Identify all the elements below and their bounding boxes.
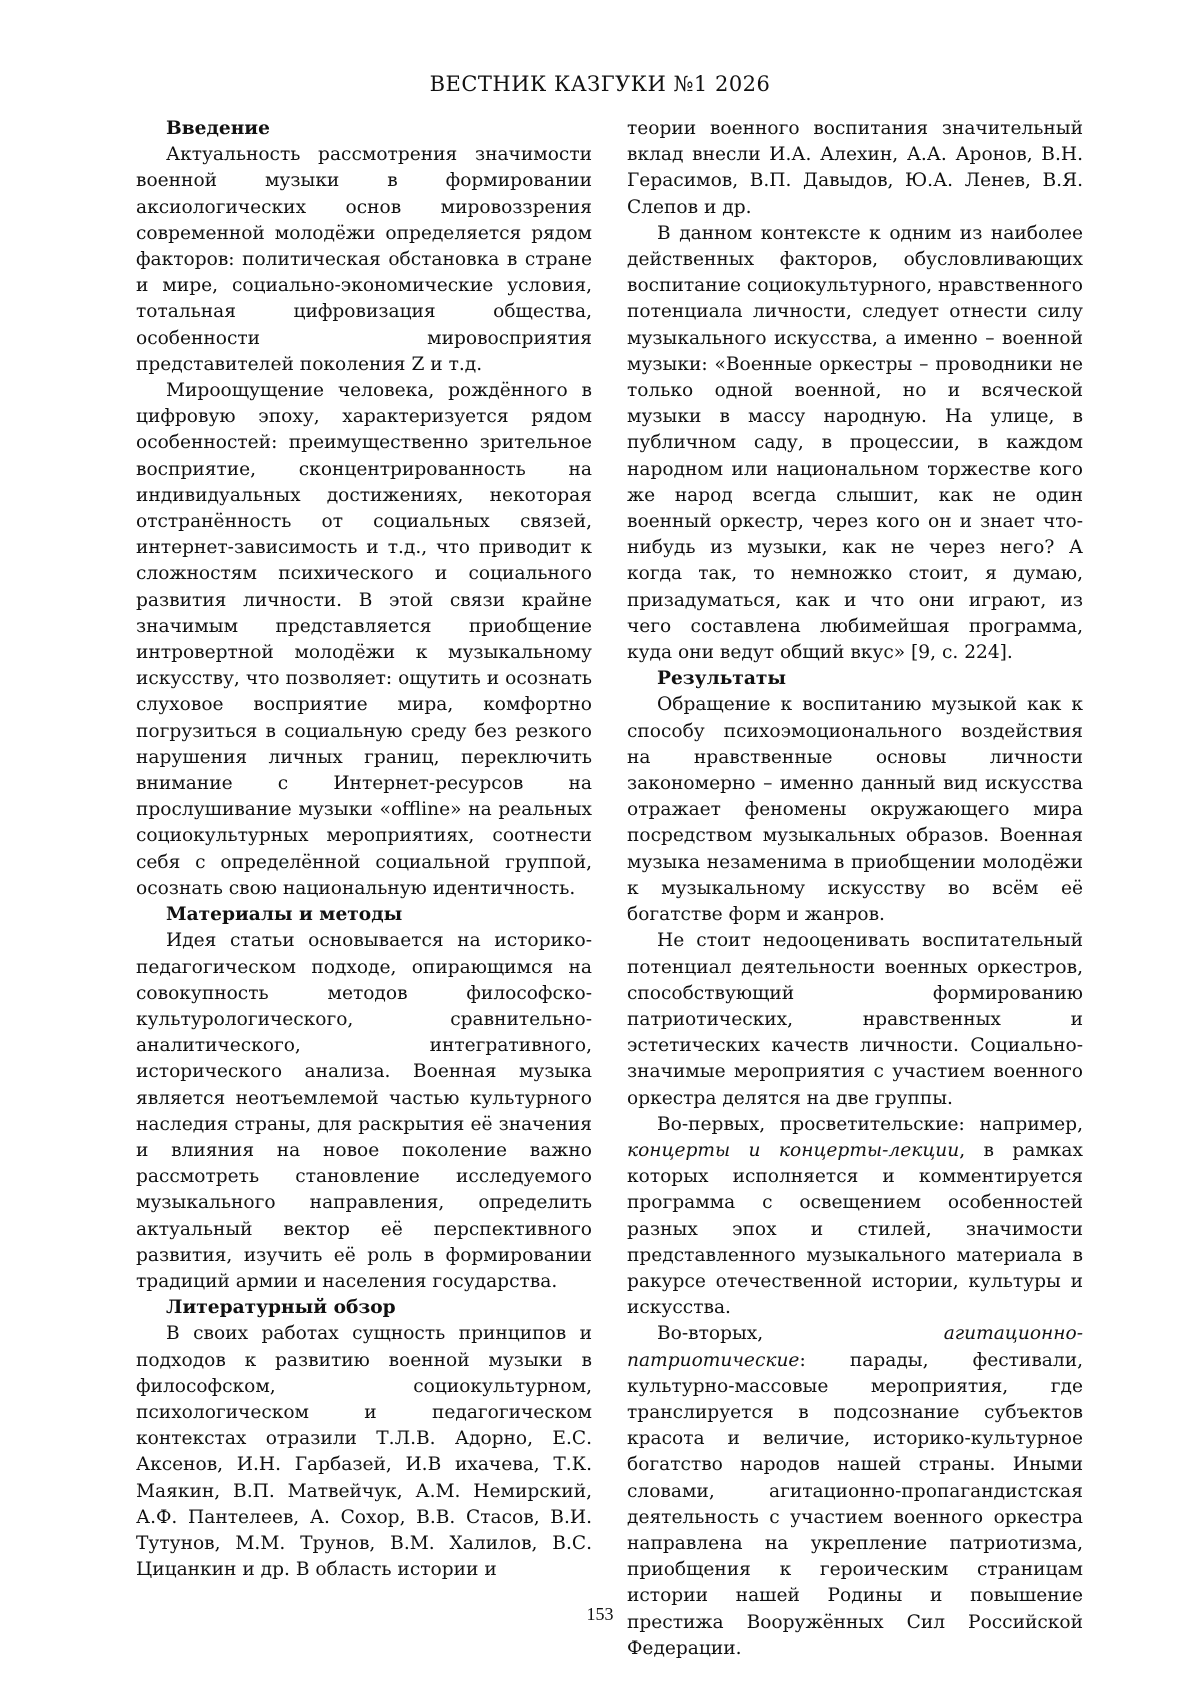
left-column bbox=[136, 116, 592, 1583]
paragraph-methods-1: Идея статьи основывается на историко-педагогическом подходе, опирающимся на совокупность методов философско-культурологического, сравнительно-аналитического, интегративного, исторического анализа. Военная музыка является неотъемлемой частью культурного наследия страны, для раскрытия её значения и влияния на новое поколение важно рассмотреть становление исследуемого музыкального направления, определить актуальный вектор её перспективного развития, изучить её роль в формировании традиций армии и населения государства. bbox=[136, 930, 592, 1292]
section-heading-literature-review: Литературный обзор bbox=[166, 1297, 396, 1319]
paragraph-intro-2: Мироощущение человека, рождённого в цифровую эпоху, характеризуется рядом особенностей: преимущественно зрительное восприятие, сконцентрированность на индивидуальных достижениях, некоторая отстранённость от социальных связей, интернет-зависимость и т.д., что приводит к сложностям психического и социального развития личности. В этой связи крайне значимым представляется приобщение интровертной молодёжи к музыкальному искусству, что позволяет: ощутить и осознать слуховое восприятие мира, комфортно погрузиться в социальную среду без резкого нарушения личных границ, переключить внимание с Интернет-ресурсов на прослушивание музыки «offline» на реальных социокультурных мероприятиях, соотнести себя с определённой социальной группой, осознать свою национальную идентичность. bbox=[136, 380, 592, 899]
section-heading-methods: Материалы и методы bbox=[166, 904, 403, 926]
right-column bbox=[627, 116, 1083, 1662]
results-3-start: Во-первых, просветительские: например, bbox=[657, 1113, 1083, 1135]
paragraph-results-2: Не стоит недооценивать воспитательный потенциал деятельности военных оркестров, способствующий формированию патриотических, нравственных и эстетических качеств личности. Социально-значимые мероприятия с участием военного оркестра делятся на две группы. bbox=[627, 930, 1083, 1109]
results-4-start: Во-вторых, bbox=[657, 1323, 944, 1345]
paragraph-review-2: В данном контексте к одним из наиболее действенных факторов, обусловливающих воспитание социокультурного, нравственного потенциала личности, следует отнести силу музыкального искусства, а именно – военной музыки: «Военные оркестры – проводники не только одной военной, но и всяческой музыки в массу народную. На улице, в публичном саду, в процессии, в каждом народном или национальном торжестве кого же народ всегда слышит, как не один военный оркестр, через кого он и знает что-нибудь из музыки, как не через него? А когда так, то немножко стоит, я думаю, призадуматься, как и что они играют, из чего составлена любимейшая программа, куда они ведут общий вкус» [9, с. 224]. bbox=[627, 222, 1083, 664]
running-header: ВЕСТНИК КАЗГУКИ №1 2026 bbox=[429, 72, 771, 96]
paragraph-results-1: Обращение к воспитанию музыкой как к способу психоэмоционального воздействия на нравственные основы личности закономерно – именно данный вид искусства отражает феномены окружающего мира посредством музыкальных образов. Военная музыка незаменима в приобщении молодёжи к музыкальному искусству во всём её богатстве форм и жанров. bbox=[627, 694, 1083, 926]
results-4-italic: агитационно-патриотические bbox=[627, 1323, 1083, 1371]
results-3-italic: концерты и концерты-лекции bbox=[627, 1139, 960, 1161]
section-heading-results: Результаты bbox=[657, 668, 787, 690]
paragraph-intro-1: Актуальность рассмотрения значимости военной музыки в формировании аксиологических основ мировоззрения современной молодёжи определяется рядом факторов: политическая обстановка в стране и мире, социально-экономические условия, тотальная цифровизация общества, особенности мировосприятия представителей поколения Z и т.д. bbox=[136, 144, 592, 375]
results-4-end: : парады, фестивали, культурно-массовые мероприятия, где транслируется в подсознание субъектов красота и величие, историко-культурное богатство народов нашей страны. Иными словами, агитационно-пропагандистская деятельность с участием военного оркестра направлена на укрепление патриотизма, приобщения к героическим страницам истории нашей Родины и повышение престижа Вооружённых Сил Российской Федерации. bbox=[627, 1349, 1083, 1659]
paragraph-review-1-continued: теории военного воспитания значительный вклад внесли И.А. Алехин, А.А. Аронов, В.Н. Герасимов, В.П. Давыдов, Ю.А. Ленев, В.Я. Слепов и др. bbox=[627, 118, 1083, 218]
page-number: 153 bbox=[586, 1604, 614, 1624]
section-heading-introduction: Введение bbox=[166, 118, 270, 139]
paragraph-review-1: В своих работах сущность принципов и подходов к развитию военной музыки в философском, социокультурном, психологическом и педагогическом контекстах отразили Т.Л.В. Адорно, Е.С. Аксенов, И.Н. Гарбазей, И.В ихачева, Т.К. Маякин, В.П. Матвейчук, А.М. Немирский, А.Ф. Пантелеев, А. Сохор, В.В. Стасов, В.И. Тутунов, М.М. Трунов, В.М. Халилов, В.С. Цицанкин и др. В область истории и bbox=[136, 1323, 592, 1581]
results-3-end: , в рамках которых исполняется и комментируется программа с освещением особенностей разных эпох и стилей, значимости представленного музыкального материала в ракурсе отечественной истории, культуры и искусства. bbox=[627, 1139, 1083, 1319]
paragraph-results-3 bbox=[627, 1112, 1083, 1322]
